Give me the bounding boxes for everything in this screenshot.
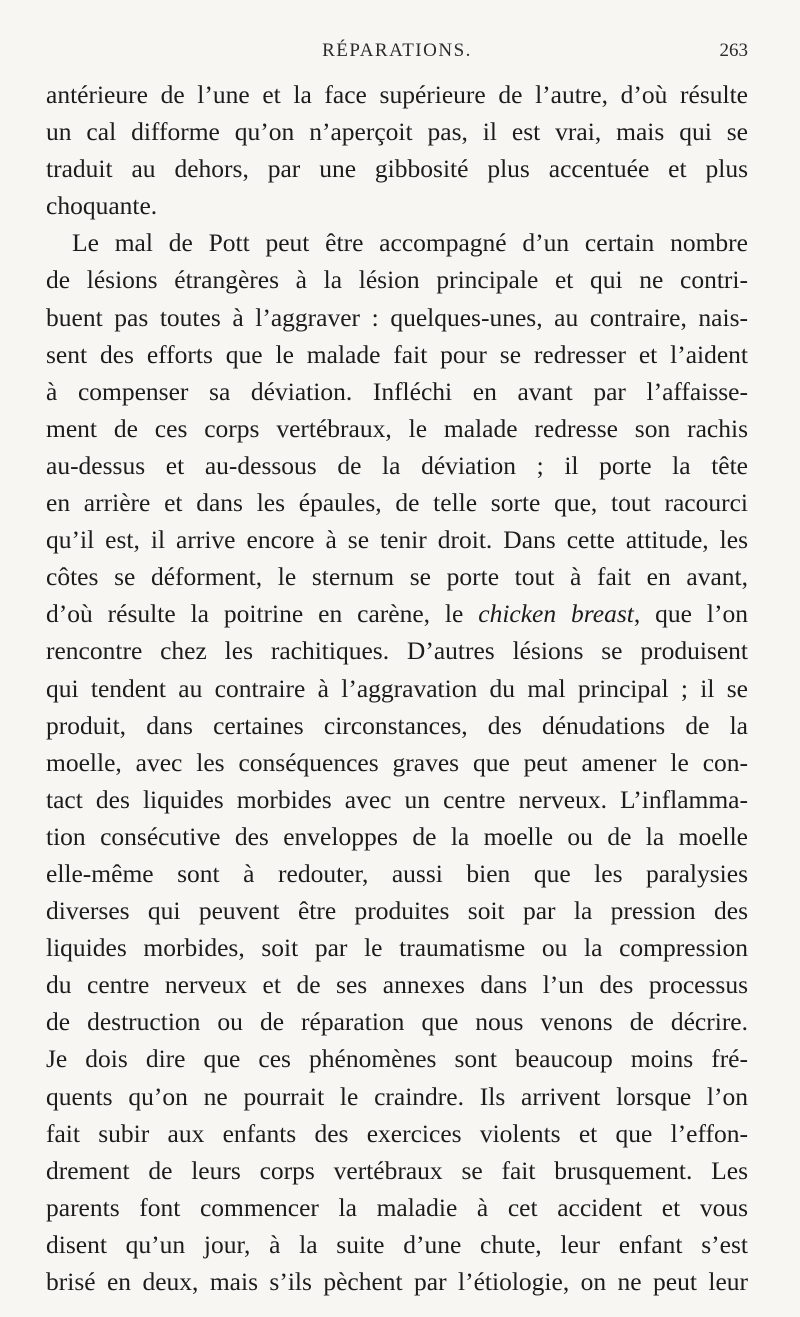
text-line: sent des efforts que le malade fait pour se redresser et l’aident bbox=[46, 339, 748, 369]
text-line: un cal difforme qu’on n’aperçoit pas, il est vrai, mais qui se bbox=[46, 117, 748, 147]
text-line: rencontre chez les rachitiques. D’autres lésions se produisent bbox=[46, 636, 748, 666]
text-line: antérieure de l’une et la face supérieure de l’autre, d’où résulte bbox=[46, 80, 748, 109]
text-line: quents qu’on ne pourrait le craindre. Ils arrivent lorsque l’on bbox=[46, 1081, 748, 1111]
text-line: qui tendent au contraire à l’aggravation du mal principal ; il se bbox=[46, 673, 748, 703]
text-segment: d’où résulte la poitrine en carène, le bbox=[46, 599, 479, 629]
text-line: diverses qui peuvent être produites soit par la pression des bbox=[46, 896, 748, 926]
page-number: 263 bbox=[719, 40, 748, 61]
text-line: disent qu’un jour, à la suite d’une chute, leur enfant s’est bbox=[46, 1229, 748, 1259]
text-line: ment de ces corps vertébraux, le malade redresse son rachis bbox=[46, 413, 748, 443]
paragraph-first-line: Le mal de Pott peut être accompagné d’un certain nombre bbox=[72, 228, 748, 258]
text-line: elle-même sont à redouter, aussi bien que les paralysies bbox=[46, 858, 748, 888]
text-line: en arrière et dans les épaules, de telle sorte que, tout racourci bbox=[46, 488, 748, 518]
text-line: drement de leurs corps vertébraux se fait brusquement. Les bbox=[46, 1155, 748, 1185]
text-line: moelle, avec les conséquences graves que peut amener le con- bbox=[46, 747, 748, 777]
text-line: qu’il est, il arrive encore à se tenir droit. Dans cette attitude, les bbox=[46, 525, 748, 555]
text-line: choquante. bbox=[46, 191, 158, 221]
text-line: à compenser sa déviation. Infléchi en avant par l’affaisse- bbox=[46, 376, 748, 406]
text-line: parents font commencer la maladie à cet accident et vous bbox=[46, 1192, 748, 1222]
text-line: tact des liquides morbides avec un centre nerveux. L’inflamma- bbox=[46, 784, 748, 814]
running-title: RÉPARATIONS. bbox=[322, 40, 472, 61]
text-line bbox=[46, 595, 748, 632]
text-line: tion consécutive des enveloppes de la moelle ou de la moelle bbox=[46, 821, 748, 851]
text-line: buent pas toutes à l’aggraver : quelques-unes, au contraire, nais- bbox=[46, 302, 748, 332]
text-line: brisé en deux, mais s’ils pèchent par l’étiologie, on ne peut leur bbox=[46, 1267, 748, 1296]
italic-term: chicken breast bbox=[478, 599, 634, 629]
body-text bbox=[46, 76, 748, 1300]
text-line: au-dessus et au-dessous de la déviation ; il porte la tête bbox=[46, 450, 748, 480]
text-segment: , que l’on bbox=[633, 599, 748, 629]
text-line: fait subir aux enfants des exercices violents et que l’effon- bbox=[46, 1118, 748, 1148]
text-line: côtes se déforment, le sternum se porte tout à fait en avant, bbox=[46, 562, 748, 592]
text-line: de lésions étrangères à la lésion principale et qui ne contri- bbox=[46, 265, 748, 295]
running-head bbox=[46, 40, 748, 70]
text-line: liquides morbides, soit par le traumatisme ou la compression bbox=[46, 933, 748, 963]
text-line: produit, dans certaines circonstances, des dénudations de la bbox=[46, 710, 748, 740]
text-line: de destruction ou de réparation que nous venons de décrire. bbox=[46, 1007, 748, 1037]
text-line: Je dois dire que ces phénomènes sont beaucoup moins fré- bbox=[46, 1044, 748, 1074]
text-line: traduit au dehors, par une gibbosité plus accentuée et plus bbox=[46, 154, 748, 184]
text-line: du centre nerveux et de ses annexes dans l’un des processus bbox=[46, 970, 748, 1000]
